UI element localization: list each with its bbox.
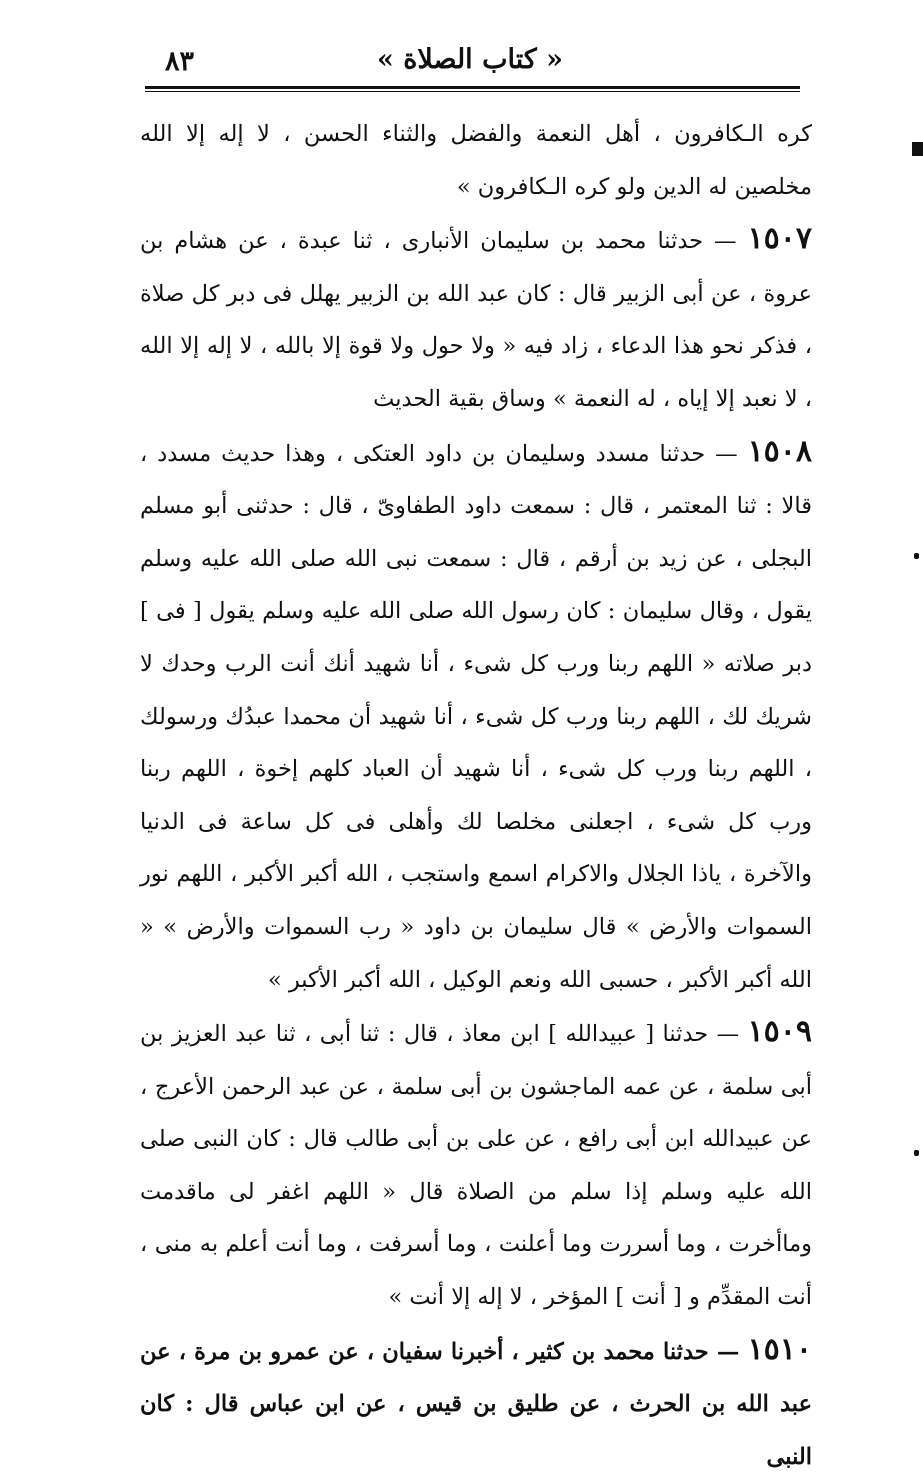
paragraph-continuation <box>140 108 812 213</box>
hadith-1510 <box>140 1324 812 1483</box>
hadith-number: ١٥١٠ <box>747 1331 812 1367</box>
paragraph-text: — حدثنا محمد بن سليمان الأنبارى ، ثنا عبدة ، عن هشام بن عروة ، عن أبى الزبير قال : كان عبد الله بن الزبير يهلل فى دبر كل صلاة ، فذكر نحو هذا الدعاء ، زاد فيه « ولا حول ولا قوة إلا بالله ، لا إله إلا الله ، لا نعبد إلا إياه ، له النعمة » وساق بقية الحديث <box>140 228 812 412</box>
hadith-1509 <box>140 1006 812 1324</box>
paragraph-text: — حدثنا مسدد وسليمان بن داود العتكى ، وهذا حديث مسدد ، قالا : ثنا المعتمر ، قال : سمعت داود الطفاوىّ ، قال : حدثنى أبو مسلم البجلى ، عن زيد بن أرقم ، قال : سمعت نبى الله صلى الله عليه وسلم يقول ، وقال سليمان : كان رسول الله صلى الله عليه وسلم يقول [ فى ] دبر صلاته « اللهم ربنا ورب كل شىء ، أنا شهيد أنك أنت الرب وحدك لا شريك لك ، اللهم ربنا ورب كل شىء ، أنا شهيد أن محمدا عبدُك ورسولك ، اللهم ربنا ورب كل شىء ، أنا شهيد أن العباد كلهم إخوة ، اللهم ربنا ورب كل شىء ، اجعلنى مخلصا لك وأهلى فى كل ساعة فى الدنيا والآخرة ، ياذا الجلال والاكرام اسمع واستجب ، الله أكبر الأكبر ، اللهم نور السموات والأرض » قال سليمان بن داود « رب السموات والأرض » « الله أكبر الأكبر ، حسبى الله ونعم الوكيل ، الله أكبر الأكبر » <box>140 440 812 993</box>
paragraph-text: — حدثنا [ عبيدالله ] ابن معاذ ، قال : ثنا أبى ، ثنا عبد العزيز بن أبى سلمة ، عن عمه الماجشون بن أبى سلمة ، عن عبد الرحمن الأعرج ، عن عبيدالله ابن أبى رافع ، عن على بن أبى طالب قال : كان النبى صلى الله عليه وسلم إذا سلم من الصلاة قال « اللهم اغفر لى ماقدمت وماأخرت ، وما أسررت وما أعلنت ، وما أسرفت ، وما أنت أعلم به منى ، أنت المقدِّم و [ أنت ] المؤخر ، لا إله إلا أنت » <box>140 1021 812 1311</box>
page-body <box>140 108 812 1483</box>
page-number: ٨٣ <box>165 46 195 77</box>
hadith-number: ١٥٠٧ <box>747 221 812 257</box>
paragraph-text: كره الـكافرون ، أهل النعمة والفضل والثناء الحسن ، لا إله إلا الله مخلصين له الدين ولو كره الـكافرون » <box>140 121 812 200</box>
paragraph-text: — حدثنا محمد بن كثير ، أخبرنا سفيان ، عن عمرو بن مرة ، عن عبد الله بن الحرث ، عن طليق بن قيس ، عن ابن عباس قال : كان النبى <box>140 1338 812 1470</box>
scan-speck <box>914 1150 919 1156</box>
hadith-1507 <box>140 213 812 425</box>
hadith-1508 <box>140 426 812 1007</box>
hadith-number: ١٥٠٨ <box>747 433 813 469</box>
scan-speck <box>914 553 919 559</box>
header-rule-thin <box>145 91 800 92</box>
running-title: « كتاب الصلاة » <box>377 44 563 75</box>
page-header <box>145 38 795 84</box>
hadith-number: ١٥٠٩ <box>747 1014 812 1050</box>
header-rule <box>145 86 800 89</box>
scan-edge-mark <box>912 142 923 156</box>
